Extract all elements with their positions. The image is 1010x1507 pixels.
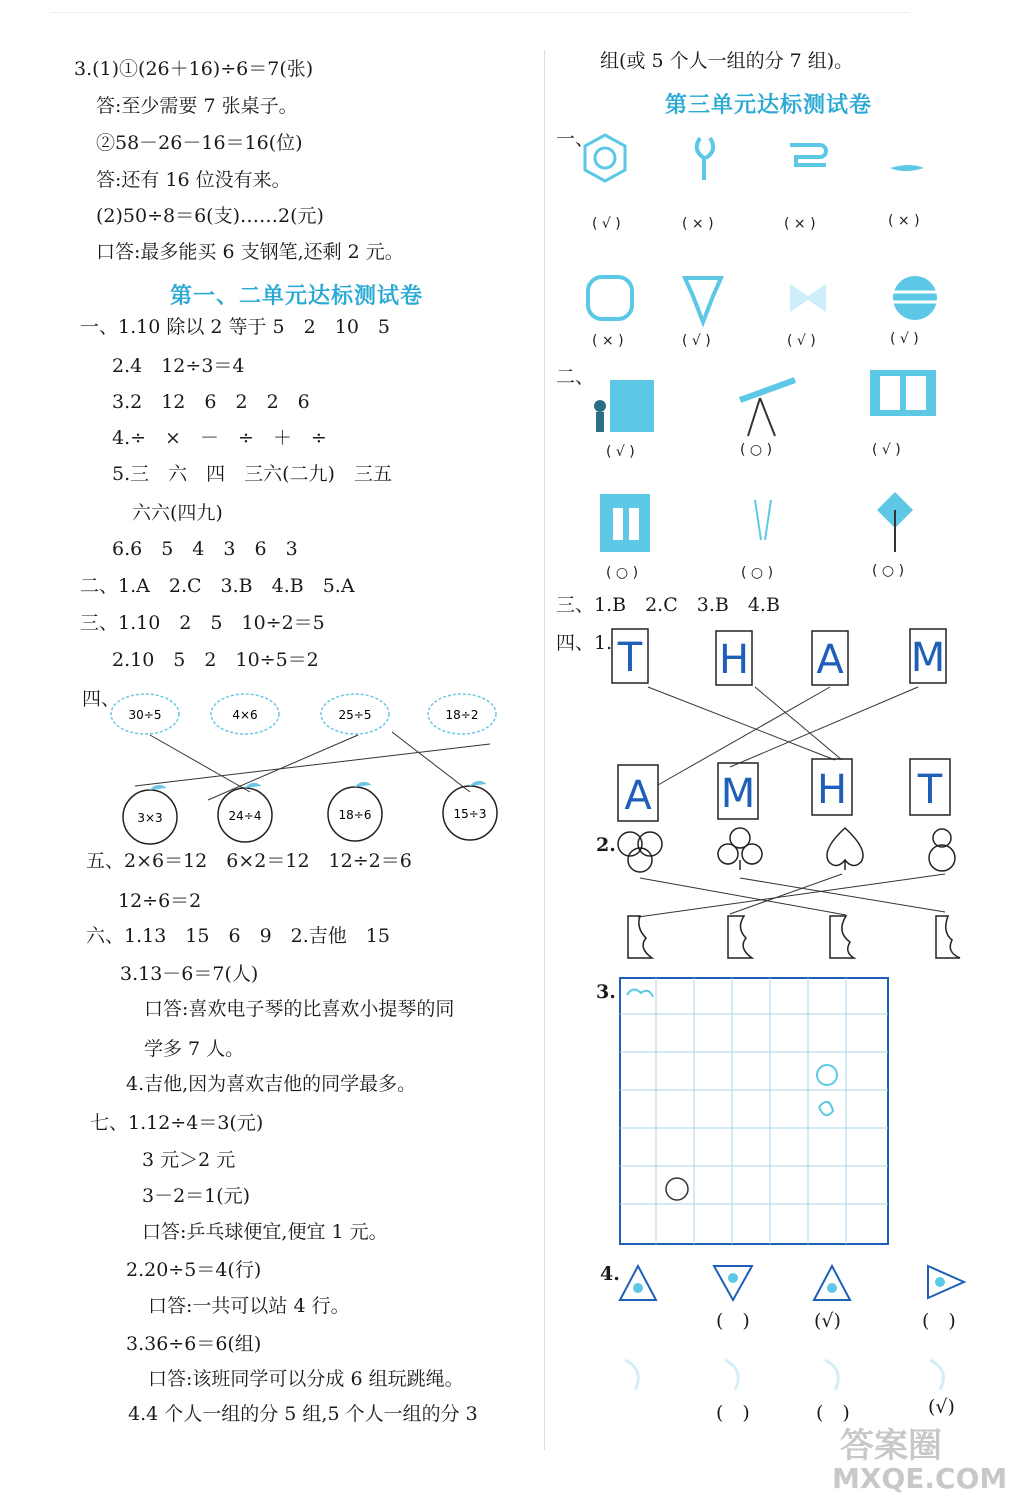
matching-diagram xyxy=(110,680,510,848)
answer-line: (2)50÷8＝6(支)……2(元) xyxy=(96,205,324,227)
section-label: 四、 xyxy=(82,688,121,710)
answer-line: 五、2×6＝12 6×2＝12 12÷2＝6 xyxy=(86,850,412,872)
answer-mark: ( ○ ) xyxy=(872,563,905,579)
answer-line: 3.2 12 6 2 2 6 xyxy=(112,391,310,413)
motion-icons-row-1 xyxy=(590,370,950,440)
gate-icon xyxy=(600,494,650,552)
half-spade-icon xyxy=(830,916,854,958)
question-label: 2. xyxy=(596,834,616,856)
answer-line: 二、1.A 2.C 3.B 4.B 5.A xyxy=(80,575,355,597)
svg-text:H: H xyxy=(718,637,750,683)
answer-line: 口答:一共可以站 4 行。 xyxy=(148,1295,350,1317)
answer-line: 2.4 12÷3＝4 xyxy=(112,355,245,377)
faded-figure-icon xyxy=(625,1360,638,1390)
svg-text:T: T xyxy=(917,767,943,813)
triangle-sign-icon xyxy=(814,1266,850,1300)
clover-icon xyxy=(618,832,662,872)
answer-mark: ( √ ) xyxy=(682,333,711,349)
svg-text:25÷5: 25÷5 xyxy=(338,708,372,722)
answer-mark: (√) xyxy=(814,1310,841,1332)
watermark-url: MXQE.COM xyxy=(832,1462,1008,1495)
watermark-logo: 答案圈 xyxy=(840,1426,942,1466)
bowtie-icon xyxy=(790,284,826,312)
svg-text:3×3: 3×3 xyxy=(137,811,163,825)
hedgehog-icon xyxy=(321,694,389,734)
svg-text:18÷2: 18÷2 xyxy=(445,708,479,722)
svg-text:T: T xyxy=(617,635,643,681)
answer-line: 3.(1)①(26＋16)÷6＝7(张) xyxy=(74,58,314,80)
top-rule xyxy=(50,12,910,13)
svg-text:A: A xyxy=(816,637,844,683)
answer-mark: ( ) xyxy=(716,1310,750,1332)
shield-logo-icon xyxy=(685,278,721,322)
right-triangle-sign-icon xyxy=(928,1266,964,1298)
section-heading-unit-1-2: 第一、二单元达标测试卷 xyxy=(170,283,424,309)
svg-text:M: M xyxy=(910,635,946,681)
pushing-box-icon xyxy=(594,380,654,432)
letter-matching-diagram xyxy=(600,625,960,825)
apple-icon xyxy=(443,781,497,840)
answer-line: 4.4 个人一组的分 5 组,5 个人一组的分 3 xyxy=(128,1403,478,1425)
globe-logo-icon xyxy=(893,276,937,320)
answer-mark: ( √ ) xyxy=(872,442,901,458)
grid-diagram xyxy=(619,977,891,1247)
answer-line: 口答:乒乓球便宜,便宜 1 元。 xyxy=(142,1221,388,1243)
half-clover-icon xyxy=(628,916,652,958)
inverted-triangle-sign-icon xyxy=(714,1266,752,1300)
answer-mark: ( √ ) xyxy=(890,331,919,347)
answer-line: 2.10 5 2 10÷5＝2 xyxy=(112,649,319,671)
paperclip-logo-icon xyxy=(790,145,826,165)
svg-text:H: H xyxy=(816,767,848,813)
answer-mark: ( × ) xyxy=(682,216,714,232)
spade-icon xyxy=(827,828,863,870)
answer-mark: ( ○ ) xyxy=(740,442,773,458)
question-label: 3. xyxy=(596,981,616,1003)
slingshot-icon xyxy=(697,138,713,180)
triangle-signs-row xyxy=(618,1262,968,1306)
answer-line: ②58－26－16＝16(位) xyxy=(96,132,303,154)
fish-icon xyxy=(819,1102,833,1115)
faded-figure-icon xyxy=(725,1360,738,1390)
answer-line: 七、1.12÷4＝3(元) xyxy=(90,1112,264,1134)
section-label: 四、1. xyxy=(556,632,613,654)
answer-line: 三、1.10 2 5 10÷2＝5 xyxy=(80,612,325,634)
answer-line: 组(或 5 个人一组的分 7 组)。 xyxy=(600,50,854,72)
cloud-icon xyxy=(627,989,653,997)
apple-icon xyxy=(123,785,177,844)
sun-icon xyxy=(817,1065,837,1085)
motion-icons-row-2 xyxy=(595,488,945,556)
answer-line: 口答:喜欢电子琴的比喜欢小提琴的同 xyxy=(144,998,455,1020)
answer-mark: ( × ) xyxy=(888,213,920,229)
telescope-icon xyxy=(740,380,795,436)
answer-mark: ( × ) xyxy=(592,333,624,349)
apple-icon xyxy=(328,782,382,841)
answer-line: 3.13－6＝7(人) xyxy=(120,963,259,985)
half-gourd-icon xyxy=(936,916,960,958)
svg-text:4×6: 4×6 xyxy=(232,708,258,722)
answer-line: 5.三 六 四 三六(二九) 三五 xyxy=(112,463,392,485)
answer-line: 2.20÷5＝4(行) xyxy=(126,1259,262,1281)
answer-mark: ( ) xyxy=(716,1402,750,1424)
column-divider xyxy=(544,50,545,1450)
hexagon-logo-icon xyxy=(585,135,625,181)
answer-line: 答:至少需要 7 张桌子。 xyxy=(96,95,298,117)
answer-line: 4.吉他,因为喜欢吉他的同学最多。 xyxy=(126,1073,417,1095)
svg-text:M: M xyxy=(720,771,756,817)
answer-mark: (√) xyxy=(928,1396,955,1418)
faded-figure-icon xyxy=(930,1360,943,1390)
svg-text:18÷6: 18÷6 xyxy=(338,808,372,822)
hedgehog-icon xyxy=(111,694,179,734)
section-label: 一、 xyxy=(556,128,595,150)
question-label: 4. xyxy=(600,1263,620,1285)
answer-line: 答:还有 16 位没有来。 xyxy=(96,169,291,191)
symmetry-icons-row-1 xyxy=(580,130,960,190)
pinwheel-icon xyxy=(877,492,913,552)
answer-line: 一、1.10 除以 2 等于 5 2 10 5 xyxy=(80,316,390,338)
club-icon xyxy=(718,828,762,870)
answer-line: 4.÷ × － ÷ ＋ ÷ xyxy=(112,427,327,449)
triangle-sign-icon xyxy=(620,1266,656,1300)
answer-mark: ( × ) xyxy=(784,216,816,232)
answer-line: 3 元＞2 元 xyxy=(142,1149,236,1171)
svg-text:15÷3: 15÷3 xyxy=(453,807,487,821)
answer-line: 六六(四九) xyxy=(132,502,223,524)
gourd-icon xyxy=(929,829,955,871)
shape-matching-diagram xyxy=(610,822,970,968)
hedgehog-icon xyxy=(211,694,279,734)
clover-logo-icon xyxy=(588,277,632,319)
hedgehog-icon xyxy=(428,694,496,734)
answer-line: 6.6 5 4 3 6 3 xyxy=(112,538,298,560)
symmetry-icons-row-2 xyxy=(585,272,955,328)
answer-line: 12÷6＝2 xyxy=(118,890,202,912)
answer-line: 3.36÷6＝6(组) xyxy=(126,1333,262,1355)
answer-mark: ( √ ) xyxy=(592,216,621,232)
answer-mark: ( ○ ) xyxy=(741,565,774,581)
answer-line: 六、1.13 15 6 9 2.吉他 15 xyxy=(86,925,390,947)
faded-figures-row xyxy=(615,1350,975,1398)
answer-line: 口答:该班同学可以分成 6 组玩跳绳。 xyxy=(148,1368,464,1390)
section-label: 二、 xyxy=(556,366,595,388)
answer-mark: ( ) xyxy=(922,1310,956,1332)
answer-line: 三、1.B 2.C 3.B 4.B xyxy=(556,594,780,616)
window-frame-icon xyxy=(870,370,936,416)
answer-line: 口答:最多能买 6 支钢笔,还剩 2 元。 xyxy=(96,241,404,263)
section-heading-unit-3: 第三单元达标测试卷 xyxy=(665,92,873,118)
svg-text:30÷5: 30÷5 xyxy=(128,708,162,722)
answer-mark: ( √ ) xyxy=(787,333,816,349)
answer-mark: ( ) xyxy=(816,1402,850,1424)
svg-text:24÷4: 24÷4 xyxy=(228,809,262,823)
sun-icon xyxy=(666,1178,688,1200)
answer-mark: ( ○ ) xyxy=(606,565,639,581)
svg-text:A: A xyxy=(624,773,652,819)
half-club-icon xyxy=(728,916,752,958)
answer-mark: ( √ ) xyxy=(606,444,635,460)
faded-figure-icon xyxy=(825,1360,838,1390)
bird-logo-icon xyxy=(890,165,924,171)
answer-line: 学多 7 人。 xyxy=(144,1038,245,1060)
swing-icon xyxy=(755,500,771,540)
answer-line: 3－2＝1(元) xyxy=(142,1185,251,1207)
